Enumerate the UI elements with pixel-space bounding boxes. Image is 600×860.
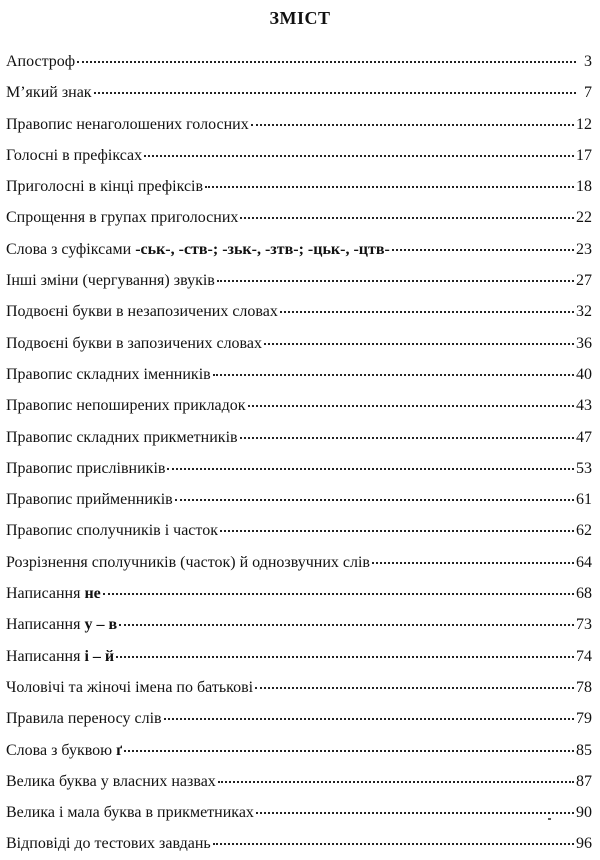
toc-page-number: 18 [576, 178, 592, 196]
toc-dot-leader [251, 124, 574, 126]
toc-page-number: 90 [576, 804, 592, 822]
toc-page-number: 74 [576, 647, 592, 665]
toc-dot-leader [213, 843, 574, 845]
toc-dot-leader [175, 499, 574, 501]
toc-entry[interactable] [6, 296, 592, 327]
toc-entry-title [6, 453, 165, 484]
toc-page-number: 85 [576, 741, 592, 759]
toc-dot-leader [256, 812, 574, 814]
toc-entry-title-text: Написання [6, 616, 85, 634]
toc-entry[interactable] [6, 359, 592, 390]
toc-entry[interactable] [6, 171, 592, 202]
toc-page-number: 68 [576, 585, 592, 603]
toc-page-number: 17 [576, 146, 592, 164]
toc-entry-title [6, 390, 246, 421]
toc-entry-title-emphasis: -ськ-, -ств-; -зьк-, -зтв-; -цьк-, -цтв- [135, 240, 390, 258]
scan-speck [548, 818, 551, 820]
toc-entry-title-text: Голосні в префіксах [6, 146, 143, 164]
toc-entry-title-text: Велика і мала буква в прикметниках [6, 804, 254, 822]
toc-entry[interactable] [6, 578, 592, 609]
toc-entry-title [6, 828, 211, 859]
toc-dot-leader [372, 562, 574, 564]
toc-entry-title-text: Правопис складних прикметників [6, 428, 238, 446]
toc-entry-title [6, 265, 215, 296]
toc-entry-title [6, 578, 101, 609]
toc-entry-title-text: Правила переносу слів [6, 710, 162, 728]
toc-entry[interactable] [6, 515, 592, 546]
toc-entry-title-emphasis: у – в [84, 616, 118, 634]
toc-entry-title-text: Інші зміни (чергування) звуків [6, 272, 215, 290]
toc-entry-title-text: Правопис складних іменників [6, 365, 211, 383]
toc-entry[interactable] [6, 641, 592, 672]
toc-entry[interactable] [6, 390, 592, 421]
toc-entry-title [6, 484, 173, 515]
toc-entry-title [6, 109, 249, 140]
toc-page-number: 87 [576, 772, 592, 790]
toc-entry-title [6, 703, 162, 734]
toc-entry[interactable] [6, 202, 592, 233]
toc-entry[interactable] [6, 77, 592, 108]
toc-page-number: 78 [576, 678, 592, 696]
toc-entry[interactable] [6, 484, 592, 515]
toc-entry-title [6, 46, 75, 77]
toc-entry-title [6, 296, 278, 327]
toc-dot-leader [240, 437, 574, 439]
toc-page-number: 64 [576, 553, 592, 571]
toc-dot-leader [218, 781, 574, 783]
toc-dot-leader [248, 405, 574, 407]
toc-entry-title [6, 234, 390, 265]
toc-page-number: 12 [576, 115, 592, 133]
toc-dot-leader [220, 530, 574, 532]
toc-entry-title-text: Правопис непоширених прикладок [6, 397, 246, 415]
toc-entry[interactable] [6, 453, 592, 484]
toc-entry-title-text: Правопис прийменників [6, 491, 173, 509]
table-of-contents [6, 46, 592, 860]
toc-entry-title-text: Слова з суфіксами [6, 240, 136, 258]
toc-page-number: 61 [576, 491, 592, 509]
toc-page-number: 53 [576, 459, 592, 477]
toc-page-number: 79 [576, 710, 592, 728]
toc-entry[interactable] [6, 547, 592, 578]
toc-entry-title [6, 140, 142, 171]
toc-dot-leader [205, 186, 574, 188]
toc-entry[interactable] [6, 140, 592, 171]
toc-dot-leader [124, 750, 574, 752]
toc-dot-leader [119, 624, 574, 626]
toc-dot-leader [144, 155, 574, 157]
toc-entry-title [6, 77, 92, 108]
toc-dot-leader [116, 656, 574, 658]
toc-entry-title-emphasis: і – й [84, 647, 115, 665]
toc-entry-title-text: Правопис сполучників і часток [6, 522, 218, 540]
toc-entry-title [6, 609, 117, 640]
toc-page-number: 23 [576, 240, 592, 258]
toc-dot-leader [94, 92, 576, 94]
toc-dot-leader [103, 593, 574, 595]
toc-entry[interactable] [6, 109, 592, 140]
toc-dot-leader [264, 343, 574, 345]
toc-dot-leader [77, 61, 576, 63]
toc-entry[interactable] [6, 46, 592, 77]
toc-entry-title [6, 547, 370, 578]
toc-entry-title-text: М’який знак [6, 84, 92, 102]
toc-dot-leader [164, 718, 574, 720]
toc-page-number: 62 [576, 522, 592, 540]
toc-entry-title-text: Написання [6, 585, 85, 603]
toc-entry[interactable] [6, 828, 592, 859]
toc-page-number: 43 [576, 397, 592, 415]
page-title: ЗМІСТ [269, 8, 331, 28]
toc-entry-title-text: Написання [6, 647, 85, 665]
toc-entry-title-emphasis: не [84, 585, 101, 603]
toc-entry-title [6, 672, 253, 703]
toc-entry-title-text: Правопис ненаголошених голосних [6, 115, 249, 133]
toc-entry-title [6, 422, 238, 453]
toc-page-number: 40 [576, 365, 592, 383]
toc-entry-title [6, 359, 211, 390]
toc-dot-leader [255, 687, 574, 689]
toc-entry-title [6, 766, 216, 797]
toc-page-number: 47 [576, 428, 592, 446]
toc-entry[interactable] [6, 797, 592, 828]
toc-entry[interactable] [6, 328, 592, 359]
toc-dot-leader [167, 468, 574, 470]
toc-dot-leader [280, 311, 574, 313]
toc-entry[interactable] [6, 735, 592, 766]
toc-entry-title-emphasis: ґ [116, 741, 123, 759]
toc-entry-title-text: Апостроф [6, 53, 76, 70]
toc-entry-title-text: Чоловічі та жіночі імена по батькові [6, 678, 254, 696]
toc-page-number: 22 [576, 209, 592, 227]
toc-entry[interactable] [6, 703, 592, 734]
toc-page-number: 32 [576, 303, 592, 321]
toc-dot-leader [213, 374, 574, 376]
toc-entry[interactable] [6, 234, 592, 265]
toc-page-number: 36 [576, 334, 592, 352]
toc-entry-title-text: Правопис прислівників [6, 459, 166, 477]
toc-entry-title-text: Спрощення в групах приголосних [6, 209, 239, 227]
toc-entry-title-text: Приголосні в кінці префіксів [6, 178, 204, 196]
toc-dot-leader [217, 280, 574, 282]
toc-entry-title [6, 171, 203, 202]
toc-page-number: 27 [576, 272, 592, 290]
toc-page-number: 96 [576, 835, 592, 853]
toc-entry-title-text: Розрізнення сполучників (часток) й однозвучних слів [6, 553, 370, 571]
toc-entry-title [6, 202, 238, 233]
toc-entry-title [6, 641, 114, 672]
toc-dot-leader [240, 217, 574, 219]
toc-entry[interactable] [6, 609, 592, 640]
toc-entry[interactable] [6, 422, 592, 453]
toc-entry-title [6, 328, 262, 359]
toc-entry[interactable] [6, 672, 592, 703]
toc-page-number: 3 [584, 53, 592, 70]
toc-entry-title-text: Велика буква у власних назвах [6, 772, 216, 790]
toc-dot-leader [392, 249, 574, 251]
toc-page-number: 7 [584, 84, 592, 102]
toc-page-number: 73 [576, 616, 592, 634]
toc-entry-title-text: Відповіді до тестових завдань [6, 835, 211, 853]
toc-entry[interactable] [6, 265, 592, 296]
toc-entry-title [6, 735, 122, 766]
toc-entry-title [6, 797, 254, 828]
toc-entry-title-text: Подвоєні букви в незапозичених словах [6, 303, 278, 321]
toc-entry[interactable] [6, 766, 592, 797]
toc-entry-title-text: Слова з буквою [6, 741, 117, 759]
toc-entry-title [6, 515, 218, 546]
toc-entry-title-text: Подвоєні букви в запозичених словах [6, 334, 262, 352]
